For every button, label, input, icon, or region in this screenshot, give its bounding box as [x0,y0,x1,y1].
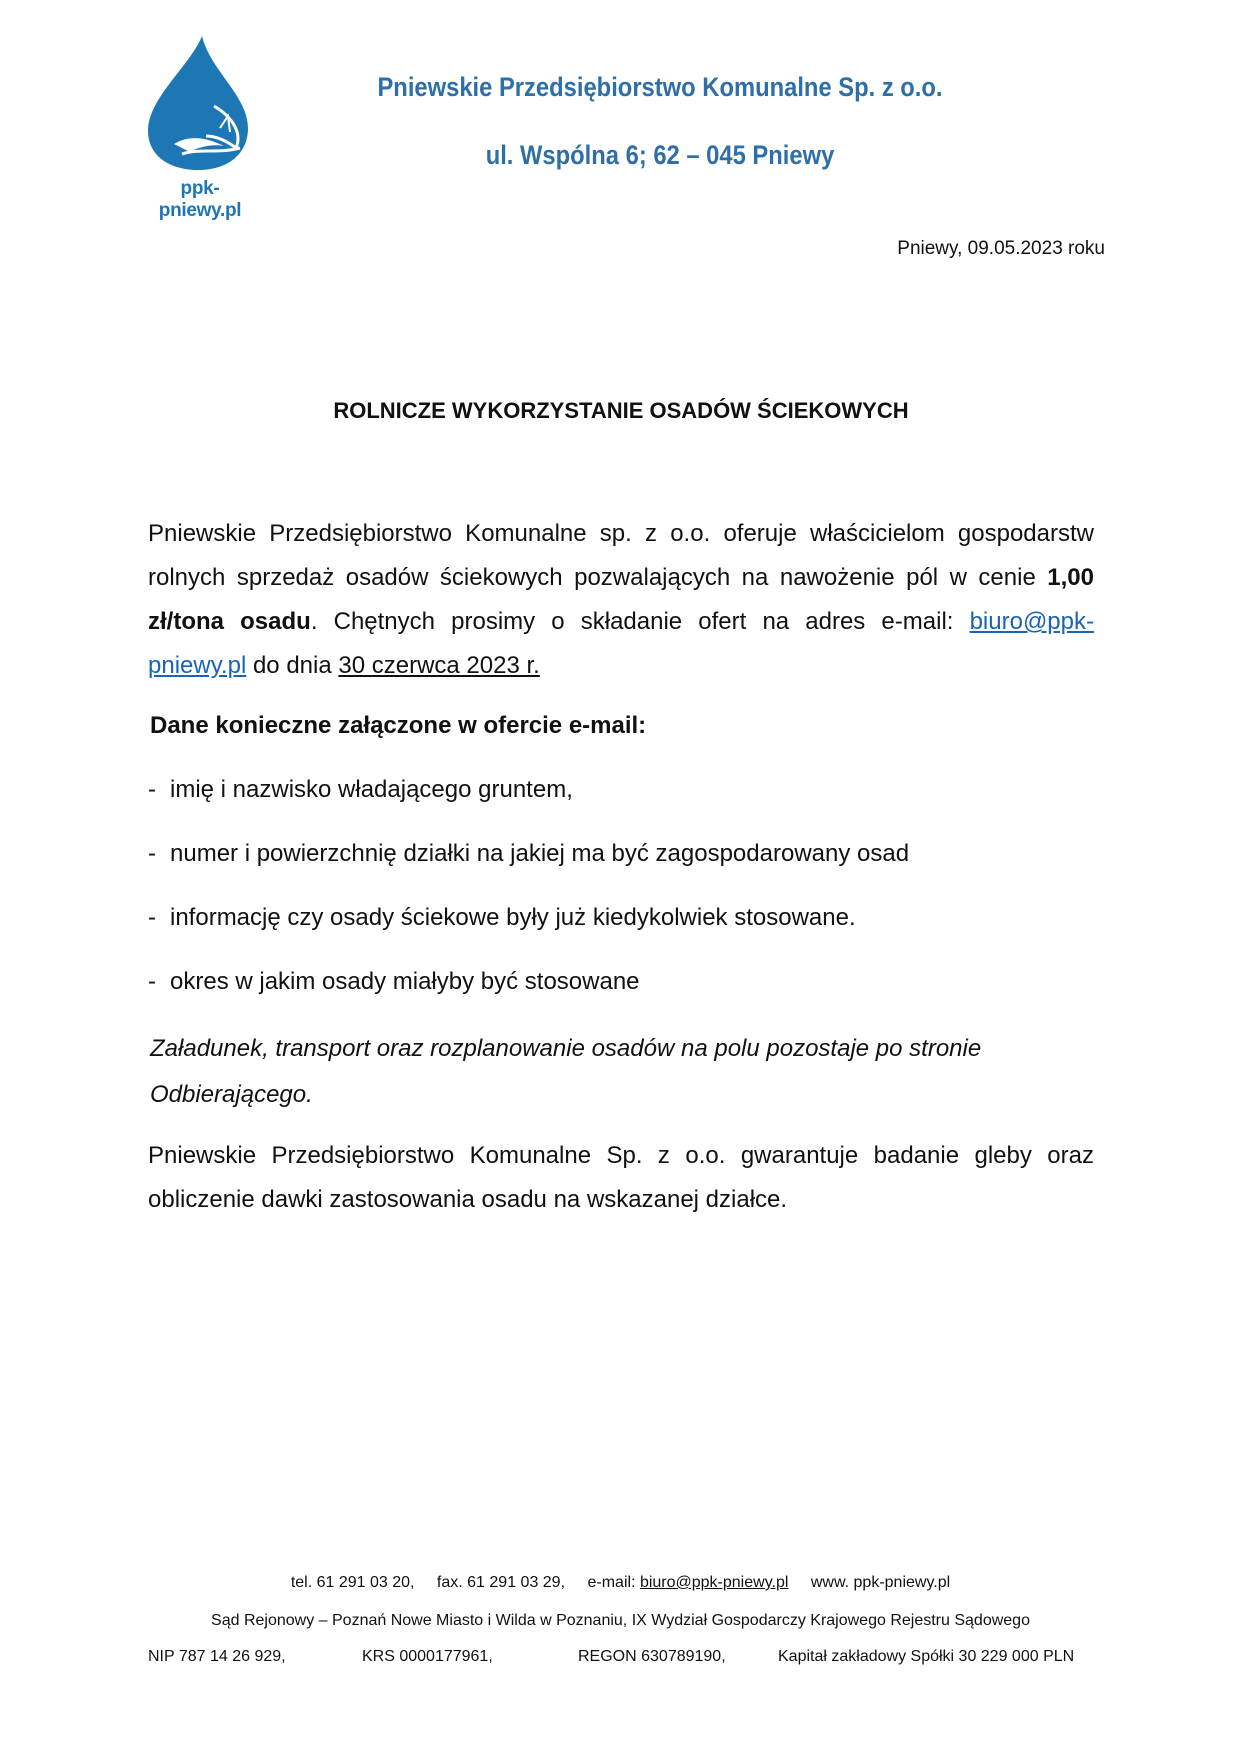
list-item-text: numer i powierzchnię działki na jakiej ma być zagospodarowany osad [170,840,910,867]
logo-text: ppk-pniewy.pl [158,178,242,221]
email-link[interactable]: biuro@ppk-pniewy.pl [148,608,1094,679]
list-item: - okres w jakim osady miałyby być stosowane [148,968,640,995]
price: 1,00 zł/tona osadu [148,564,1094,635]
footer-www: www. ppk-pniewy.pl [810,1574,951,1591]
offer-paragraph [148,512,1094,688]
water-drop-icon [144,36,256,176]
footer-email-label: e-mail: [587,1574,640,1591]
offer-text-b: . Chętnych prosimy o składanie ofert na adres e-mail: [310,608,970,635]
footer-contact [0,1574,1241,1592]
footer-nip: NIP 787 14 26 929, [148,1648,286,1665]
data-heading: Dane konieczne załączone w ofercie e-mail: [150,712,647,739]
company-logo [144,36,256,221]
footer-tel: tel. 61 291 03 20, [290,1574,415,1591]
date-line: Pniewy, 09.05.2023 roku [897,238,1105,259]
requirements-list [148,774,909,1030]
footer-fax: fax. 61 291 03 29, [436,1574,566,1591]
list-item-text: imię i nazwisko władającego gruntem, [170,776,573,803]
list-item-text: okres w jakim osady miałyby być stosowane [170,968,640,995]
list-item: - numer i powierzchnię działki na jakiej ma być zagospodarowany osad [148,840,910,867]
list-item: - informację czy osady ściekowe były już kiedykolwiek stosowane. [148,904,856,931]
offer-text-c: do dnia [246,652,339,679]
company-address: ul. Wspólna 6; 62 – 045 Pniewy [485,140,835,170]
footer-regon: REGON 630789190, [578,1648,726,1665]
document-title: ROLNICZE WYKORZYSTANIE OSADÓW ŚCIEKOWYCH [333,398,909,423]
footer-capital: Kapitał zakładowy Spółki 30 229 000 PLN [778,1648,1075,1665]
footer-court: Sąd Rejonowy – Poznań Nowe Miasto i Wilda w Poznaniu, IX Wydział Gospodarczy Krajowego Rejestru Sądowego [211,1612,1030,1629]
company-name: Pniewskie Przedsiębiorstwo Komunalne Sp. z o.o. [377,72,943,102]
footer-krs: KRS 0000177961, [362,1648,493,1665]
footer-email-link[interactable]: biuro@ppk-pniewy.pl [639,1574,789,1591]
list-item: - imię i nazwisko władającego gruntem, [148,776,573,803]
note: Załadunek, transport oraz rozplanowanie osadów na polu pozostaje po stronie Odbierającego. [150,1035,982,1108]
offer-text-a: Pniewskie Przedsiębiorstwo Komunalne sp. z o.o. oferuje właścicielom gospodarstw rolnych sprzedaż osadów ściekowych pozwalających na nawożenie pól w cenie [148,520,1094,591]
guarantee-paragraph: Pniewskie Przedsiębiorstwo Komunalne Sp. z o.o. gwarantuje badanie gleby oraz obliczenie dawki zastosowania osadu na wskazanej działce. [148,1142,1094,1213]
deadline: 30 czerwca 2023 r. [338,652,540,679]
list-item-text: informację czy osady ściekowe były już kiedykolwiek stosowane. [170,904,856,931]
